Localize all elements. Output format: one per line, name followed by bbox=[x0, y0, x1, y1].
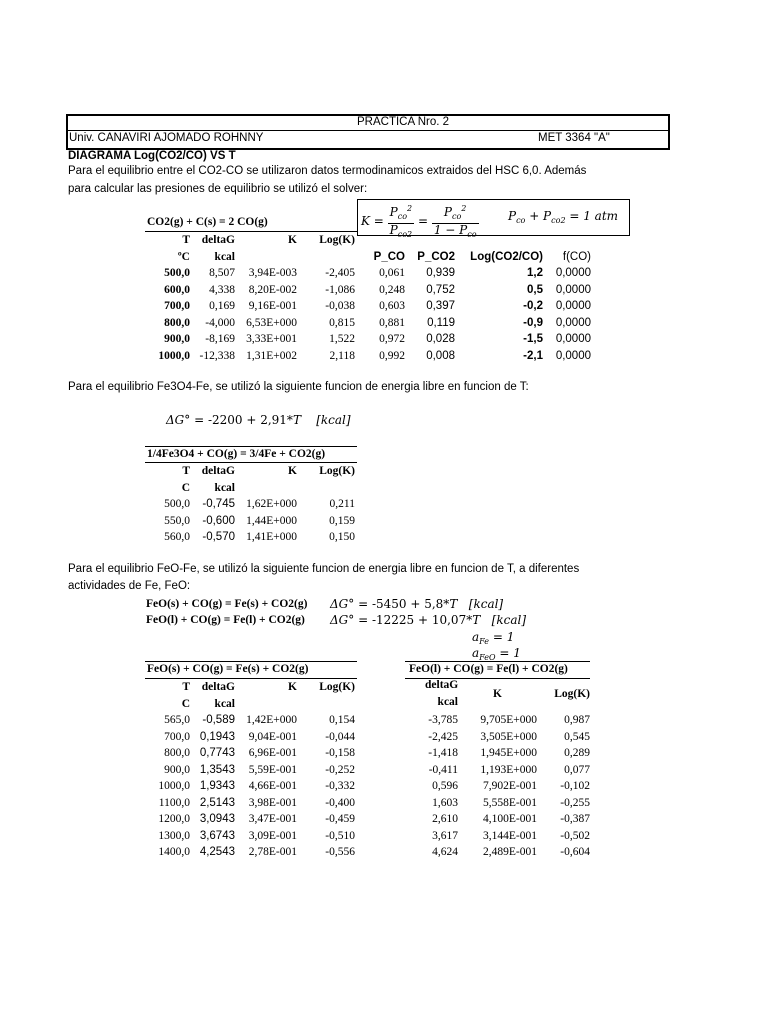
cell-logk: -0,158 bbox=[325, 747, 355, 759]
cell-k: 3,94E-003 bbox=[248, 267, 297, 279]
section2-intro: Para el equilibrio Fe3O4-Fe, se utilizó la siguiente funcion de energia libre en funcion de T: bbox=[68, 381, 529, 393]
feo-liquid-reaction-label: FeO(l) + CO(g) = Fe(l) + CO2(g) bbox=[146, 614, 305, 626]
table-row bbox=[145, 778, 355, 795]
table-row bbox=[405, 762, 590, 779]
table-row bbox=[145, 348, 591, 365]
cell-t: 1200,0 bbox=[158, 813, 190, 825]
fe-activity: $a_{Fe} = 1$ bbox=[472, 630, 515, 646]
table4-top-rule bbox=[405, 661, 590, 662]
fe3o4-free-energy-equation: ΔG° = -2200 + 2,91*T [kcal] bbox=[166, 413, 351, 427]
table-row bbox=[405, 729, 590, 746]
cell-k: 1,41E+000 bbox=[246, 531, 297, 543]
cell-k: 9,04E-001 bbox=[248, 730, 297, 743]
cell-deltag: -12,338 bbox=[199, 349, 235, 362]
cell-logk: 0,077 bbox=[564, 763, 590, 776]
cell-k: 9,705E+000 bbox=[480, 714, 537, 726]
cell-logk: 2,118 bbox=[329, 349, 355, 362]
cell-logk: -0,400 bbox=[325, 796, 355, 809]
cell-t: 565,0 bbox=[164, 714, 190, 726]
table2-top-rule bbox=[145, 446, 357, 447]
cell-logk: -2,405 bbox=[325, 267, 355, 279]
cell-k: 6,53E+000 bbox=[246, 316, 297, 329]
table4-unit-kcal: kcal bbox=[437, 696, 458, 708]
cell-logratio: -0,2 bbox=[523, 300, 543, 312]
cell-t: 1000,0 bbox=[158, 349, 190, 362]
cell-k: 9,16E-001 bbox=[248, 300, 297, 312]
cell-logk: -0,044 bbox=[325, 730, 355, 743]
table-row bbox=[405, 712, 590, 729]
cell-logk: 0,154 bbox=[329, 714, 355, 726]
table1-col-pco: P_CO bbox=[373, 250, 405, 263]
table-row bbox=[145, 331, 591, 348]
feo-liquid-reaction: FeO(l) + CO(g) = Fe(l) + CO2(g) bbox=[409, 663, 568, 675]
cell-deltag: 0,7743 bbox=[199, 747, 235, 759]
cell-logk: -0,556 bbox=[325, 846, 355, 858]
cell-pco2: 0,752 bbox=[426, 283, 455, 296]
table1-col-pco2: P_CO2 bbox=[417, 250, 455, 263]
table3-top-rule bbox=[145, 661, 357, 662]
section3-intro-line2: actividades de Fe, FeO: bbox=[68, 580, 191, 592]
cell-logk: 1,522 bbox=[329, 333, 355, 345]
cell-logk: 0,211 bbox=[329, 498, 355, 510]
cell-logk: -0,604 bbox=[560, 846, 590, 858]
cell-deltag: 8,507 bbox=[209, 267, 235, 279]
fe3o4-equation-value: -2200 + 2,91* bbox=[207, 413, 293, 427]
table-row bbox=[145, 496, 355, 513]
cell-k: 2,78E-001 bbox=[248, 846, 297, 858]
cell-logratio: -1,5 bbox=[523, 333, 543, 345]
course-code: MET 3364 "A" bbox=[538, 132, 610, 144]
section1-intro-line2: para calcular las presiones de equilibrio se utilizó el solver: bbox=[68, 183, 368, 195]
table-row bbox=[405, 844, 590, 861]
cell-deltag: -0,411 bbox=[428, 763, 458, 776]
cell-deltag: -3,785 bbox=[428, 714, 458, 726]
table-row bbox=[145, 315, 591, 332]
cell-deltag: 0,169 bbox=[209, 300, 235, 312]
table-row bbox=[145, 745, 355, 762]
cell-pco: 0,603 bbox=[379, 300, 405, 312]
cell-deltag: -8,169 bbox=[205, 333, 235, 345]
cell-fco: 0,0000 bbox=[555, 283, 591, 296]
table-row bbox=[145, 513, 355, 530]
cell-k: 7,902E-001 bbox=[483, 780, 537, 792]
table-row bbox=[145, 529, 355, 546]
table-row bbox=[145, 762, 355, 779]
cell-k: 3,09E-001 bbox=[248, 829, 297, 842]
table3-unit-kcal: kcal bbox=[214, 697, 235, 710]
cell-k: 2,489E-001 bbox=[483, 846, 537, 858]
cell-k: 1,42E+000 bbox=[246, 714, 297, 726]
cell-k: 4,66E-001 bbox=[248, 780, 297, 792]
table3-col-logk: Log(K) bbox=[319, 681, 355, 693]
cell-t: 800,0 bbox=[164, 316, 190, 329]
table3-col-k: K bbox=[288, 681, 297, 693]
section1-heading: DIAGRAMA Log(CO2/CO) VS T bbox=[68, 150, 236, 162]
cell-k: 6,96E-001 bbox=[248, 747, 297, 759]
co2-c-reaction: CO2(g) + C(s) = 2 CO(g) bbox=[147, 216, 268, 228]
cell-logk: -1,086 bbox=[325, 283, 355, 296]
table2-header-row1 bbox=[145, 463, 355, 480]
table3-unit-c: C bbox=[181, 697, 190, 710]
feo-solid-reaction-label: FeO(s) + CO(g) = Fe(s) + CO2(g) bbox=[146, 598, 308, 610]
table1-col-deltag: deltaG bbox=[201, 234, 235, 246]
table1-col-logk: Log(K) bbox=[319, 234, 355, 246]
co2-co-equilibrium-table bbox=[145, 232, 591, 364]
table-row bbox=[145, 712, 355, 729]
cell-deltag: 2,610 bbox=[432, 813, 458, 825]
feo-liquid-equation-unit: [kcal] bbox=[491, 613, 527, 627]
cell-pco: 0,248 bbox=[379, 283, 405, 296]
cell-k: 1,62E+000 bbox=[246, 498, 297, 510]
table2-unit-c: C bbox=[181, 481, 190, 494]
pressure-sum-formula: $P_{co} + P_{co2} = 1$ atm bbox=[508, 209, 619, 225]
table2-col-k: K bbox=[288, 465, 297, 477]
cell-deltag: 1,603 bbox=[432, 796, 458, 809]
cell-deltag: 3,0943 bbox=[199, 813, 235, 825]
table1-col-fco: f(CO) bbox=[562, 250, 591, 263]
table3-header-row2 bbox=[145, 696, 355, 713]
cell-logk: 0,159 bbox=[329, 514, 355, 527]
header-divider bbox=[68, 130, 668, 131]
cell-logk: 0,987 bbox=[564, 714, 590, 726]
cell-deltag: -0,600 bbox=[202, 514, 235, 527]
fe3o4-equilibrium-table bbox=[145, 463, 355, 546]
cell-k: 8,20E-002 bbox=[248, 283, 297, 296]
cell-logk: -0,102 bbox=[560, 780, 590, 792]
cell-deltag: -4,000 bbox=[205, 316, 235, 329]
section3-intro-line1: Para el equilibrio FeO-Fe, se utilizó la siguiente funcion de energia libre en funcion de T, a diferentes bbox=[68, 563, 580, 575]
cell-t: 900,0 bbox=[164, 333, 190, 345]
cell-logk: -0,332 bbox=[325, 780, 355, 792]
table3-col-t: T bbox=[182, 681, 190, 693]
cell-logk: -0,252 bbox=[325, 763, 355, 776]
cell-logk: -0,255 bbox=[560, 796, 590, 809]
table-row bbox=[145, 282, 591, 299]
cell-t: 800,0 bbox=[164, 747, 190, 759]
table2-col-logk: Log(K) bbox=[319, 465, 355, 477]
cell-deltag: 4,2543 bbox=[199, 846, 235, 858]
cell-pco2: 0,939 bbox=[426, 267, 455, 279]
practice-title: PRÁCTICA Nro. 2 bbox=[357, 116, 450, 128]
cell-deltag: -0,589 bbox=[202, 714, 235, 726]
cell-t: 500,0 bbox=[164, 267, 190, 279]
cell-deltag: 3,617 bbox=[432, 829, 458, 842]
table-row bbox=[145, 729, 355, 746]
cell-t: 550,0 bbox=[164, 514, 190, 527]
cell-logk: 0,545 bbox=[564, 730, 590, 743]
table2-header-row2 bbox=[145, 480, 355, 497]
cell-deltag: 3,6743 bbox=[199, 829, 235, 842]
cell-pco: 0,992 bbox=[379, 349, 405, 362]
table-row bbox=[405, 828, 590, 845]
table1-unit-kcal: kcal bbox=[214, 250, 235, 263]
cell-pco2: 0,028 bbox=[426, 333, 455, 345]
cell-logratio: 0,5 bbox=[527, 283, 543, 296]
cell-deltag: -1,418 bbox=[428, 747, 458, 759]
cell-deltag: 0,1943 bbox=[199, 730, 235, 743]
feo-solid-equation-unit: [kcal] bbox=[468, 597, 504, 611]
fe3o4-reaction: 1/4Fe3O4 + CO(g) = 3/4Fe + CO2(g) bbox=[147, 448, 326, 460]
feo-solid-reaction: FeO(s) + CO(g) = Fe(s) + CO2(g) bbox=[147, 663, 309, 675]
table1-col-logratio: Log(CO2/CO) bbox=[470, 250, 543, 263]
table-row bbox=[405, 778, 590, 795]
cell-pco2: 0,397 bbox=[426, 300, 455, 312]
cell-deltag: -2,425 bbox=[428, 730, 458, 743]
cell-k: 5,558E-001 bbox=[483, 796, 537, 809]
table-row bbox=[145, 265, 591, 282]
cell-deltag: 1,3543 bbox=[199, 763, 235, 776]
table4-col-logk: Log(K) bbox=[554, 688, 590, 700]
cell-fco: 0,0000 bbox=[555, 267, 591, 279]
cell-logk: 0,289 bbox=[564, 747, 590, 759]
pressure-sum-rhs: = 1 atm bbox=[569, 209, 619, 223]
equilibrium-formula-box bbox=[357, 199, 630, 239]
cell-fco: 0,0000 bbox=[555, 316, 591, 329]
table2-unit-kcal: kcal bbox=[214, 481, 235, 494]
cell-t: 1300,0 bbox=[158, 829, 190, 842]
cell-fco: 0,0000 bbox=[555, 300, 591, 312]
feo-solid-equation-value: -5450 + 5,8* bbox=[371, 597, 450, 611]
cell-deltag: -0,745 bbox=[202, 498, 235, 510]
table1-unit-c: ºC bbox=[177, 250, 190, 263]
table4-col-deltag: deltaG bbox=[425, 679, 459, 691]
equilibrium-constant-formula: K = $\frac{P_{co}^2}{P_{co2}}$ = $\frac{P_{co}^2}{1 - P_{co}}$ bbox=[361, 204, 477, 239]
table-row bbox=[145, 795, 355, 812]
table-row bbox=[405, 795, 590, 812]
cell-logk: -0,038 bbox=[325, 300, 355, 312]
table-row bbox=[145, 828, 355, 845]
cell-logk: 0,150 bbox=[329, 531, 355, 543]
cell-t: 700,0 bbox=[164, 730, 190, 743]
feo-solid-free-energy-equation: ΔG° = -5450 + 5,8*T [kcal] bbox=[330, 597, 504, 611]
cell-k: 1,945E+000 bbox=[480, 747, 537, 759]
cell-k: 3,98E-001 bbox=[248, 796, 297, 809]
cell-logratio: -0,9 bbox=[523, 316, 543, 329]
section1-intro-line1: Para el equilibrio entre el CO2-CO se utilizaron datos termodinamicos extraidos del HSC 6,0. Además bbox=[68, 165, 587, 177]
cell-deltag: 2,5143 bbox=[199, 796, 235, 809]
table3-col-deltag: deltaG bbox=[201, 681, 235, 693]
cell-logk: -0,510 bbox=[325, 829, 355, 842]
table-row bbox=[405, 811, 590, 828]
fe-activity-value: = 1 bbox=[492, 630, 515, 644]
cell-t: 700,0 bbox=[164, 300, 190, 312]
cell-pco2: 0,008 bbox=[426, 349, 455, 362]
feo-liquid-free-energy-equation: ΔG° = -12225 + 10,07*T [kcal] bbox=[330, 613, 527, 627]
cell-k: 3,47E-001 bbox=[248, 813, 297, 825]
cell-k: 1,44E+000 bbox=[246, 514, 297, 527]
cell-k: 3,144E-001 bbox=[483, 829, 537, 842]
cell-pco: 0,061 bbox=[379, 267, 405, 279]
cell-fco: 0,0000 bbox=[555, 333, 591, 345]
cell-t: 500,0 bbox=[164, 498, 190, 510]
cell-fco: 0,0000 bbox=[555, 349, 591, 362]
cell-t: 600,0 bbox=[164, 283, 190, 296]
cell-logk: -0,387 bbox=[560, 813, 590, 825]
cell-t: 560,0 bbox=[164, 531, 190, 543]
student-name: Univ. CANAVIRI AJOMADO ROHNNY bbox=[69, 132, 264, 144]
table3-header-row1 bbox=[145, 679, 355, 696]
cell-k: 3,33E+001 bbox=[246, 333, 297, 345]
table4-col-k: K bbox=[493, 688, 502, 700]
cell-logratio: 1,2 bbox=[527, 267, 543, 279]
table1-header-row2 bbox=[145, 249, 591, 266]
cell-pco: 0,972 bbox=[379, 333, 405, 345]
table1-col-k: K bbox=[288, 234, 297, 246]
cell-k: 3,505E+000 bbox=[480, 730, 537, 743]
cell-pco2: 0,119 bbox=[427, 316, 455, 329]
feo-liquid-equation-value: -12225 + 10,07* bbox=[371, 613, 473, 627]
cell-k: 1,31E+002 bbox=[246, 349, 297, 362]
table2-col-t: T bbox=[182, 465, 190, 477]
cell-t: 1000,0 bbox=[158, 780, 190, 792]
cell-deltag: 0,596 bbox=[432, 780, 458, 792]
table-row bbox=[145, 298, 591, 315]
fe3o4-equation-unit: [kcal] bbox=[316, 413, 351, 427]
cell-t: 1100,0 bbox=[158, 796, 190, 809]
cell-deltag: 1,9343 bbox=[199, 780, 235, 792]
table-row bbox=[405, 745, 590, 762]
feo-activity: $a_{FeO} = 1$ bbox=[472, 646, 521, 662]
feo-solid-equilibrium-table bbox=[145, 679, 355, 861]
cell-t: 900,0 bbox=[164, 763, 190, 776]
table-row bbox=[145, 844, 355, 861]
cell-deltag: 4,338 bbox=[209, 283, 235, 296]
table1-col-t: T bbox=[182, 234, 190, 246]
table1-header-row1 bbox=[145, 232, 591, 249]
cell-deltag: -0,570 bbox=[202, 531, 235, 543]
feo-liquid-equilibrium-table bbox=[405, 712, 590, 861]
cell-logratio: -2,1 bbox=[523, 349, 543, 362]
cell-logk: 0,815 bbox=[329, 316, 355, 329]
cell-deltag: 4,624 bbox=[432, 846, 458, 858]
feo-activity-value: = 1 bbox=[499, 646, 521, 660]
cell-logk: -0,459 bbox=[325, 813, 355, 825]
cell-t: 1400,0 bbox=[158, 846, 190, 858]
table2-col-deltag: deltaG bbox=[201, 465, 235, 477]
cell-pco: 0,881 bbox=[379, 316, 405, 329]
cell-k: 1,193E+000 bbox=[480, 763, 537, 776]
cell-k: 4,100E-001 bbox=[483, 813, 537, 825]
cell-k: 5,59E-001 bbox=[248, 763, 297, 776]
table-row bbox=[145, 811, 355, 828]
cell-logk: -0,502 bbox=[560, 829, 590, 842]
